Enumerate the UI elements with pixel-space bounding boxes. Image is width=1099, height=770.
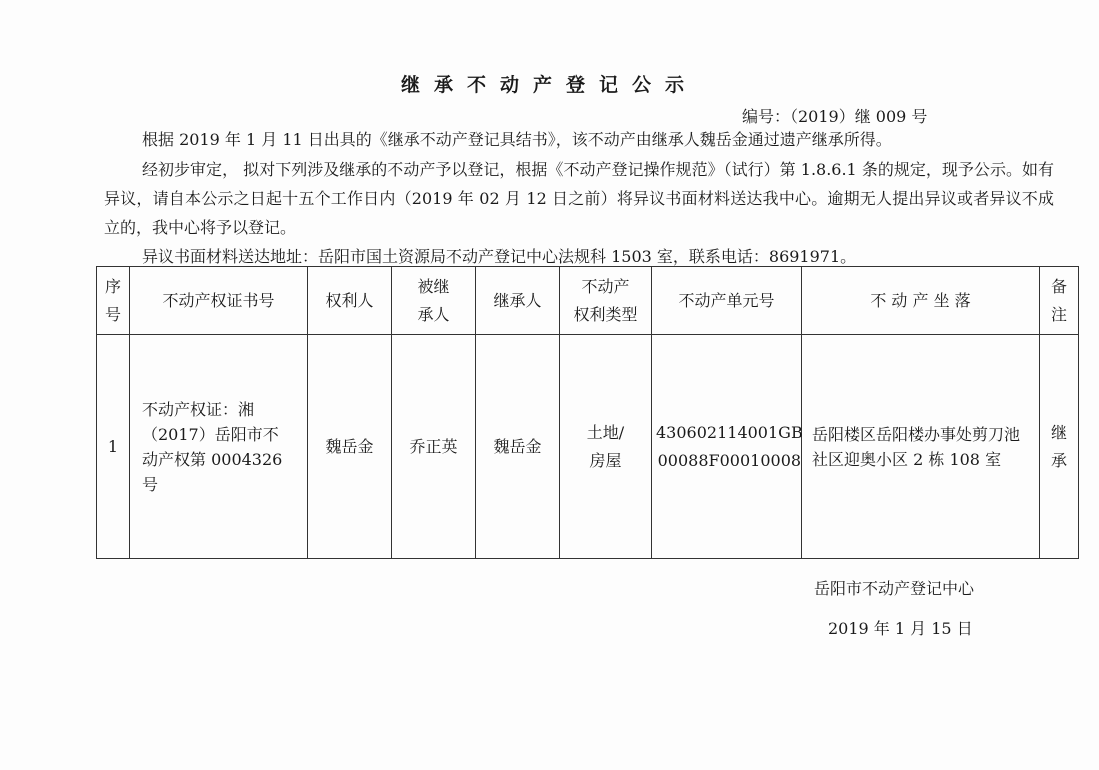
cell-unit-no	[652, 335, 802, 559]
cell-remark	[1040, 335, 1079, 559]
header-unit-no: 不动产单元号	[652, 267, 802, 335]
cell-right-type-line1: 土地/	[586, 422, 625, 442]
header-location: 不 动 产 坐 落	[802, 267, 1040, 335]
header-decedent-line2: 承人	[417, 304, 450, 324]
header-remark-line2: 注	[1050, 304, 1067, 324]
document-title: 继承不动产登记公示	[400, 74, 698, 96]
table-row	[97, 335, 1079, 559]
header-right-holder: 权利人	[308, 267, 392, 335]
header-seq	[97, 267, 130, 335]
cell-decedent: 乔正英	[392, 335, 476, 559]
header-right-type	[560, 267, 652, 335]
header-cert-no: 不动产权证书号	[130, 267, 308, 335]
cell-right-holder: 魏岳金	[308, 335, 392, 559]
header-right-type-line1: 不动产	[581, 276, 630, 296]
cell-location: 岳阳楼区岳阳楼办事处剪刀池社区迎奥小区 2 栋 108 室	[802, 335, 1040, 559]
table-header-row	[97, 267, 1079, 335]
paragraph-basis: 根据 2019 年 1 月 11 日出具的《继承不动产登记具结书》，该不动产由继承人魏岳金通过遗产继承所得。	[142, 130, 892, 149]
header-right-type-line2: 权利类型	[573, 304, 638, 324]
cell-seq: 1	[97, 335, 130, 559]
cell-right-type	[560, 335, 652, 559]
header-decedent	[392, 267, 476, 335]
issue-date: 2019 年 1 月 15 日	[828, 619, 973, 638]
registration-table	[96, 266, 1079, 559]
header-remark-line1: 备	[1050, 276, 1067, 296]
cell-right-type-line2: 房屋	[589, 450, 622, 470]
cell-unit-no-line2: 00088F00010008	[657, 450, 802, 470]
document-number: 编号：（2019）继 009 号	[742, 107, 928, 126]
header-heir: 继承人	[476, 267, 560, 335]
cell-cert-no: 不动产权证：湘（2017）岳阳市不动产权第 0004326 号	[130, 335, 308, 559]
header-remark	[1040, 267, 1079, 335]
cell-remark-line1: 继	[1050, 422, 1067, 442]
cell-unit-no-line1: 430602114001GB	[656, 422, 803, 442]
cell-remark-line2: 承	[1050, 450, 1067, 470]
issuing-organization: 岳阳市不动产登记中心	[814, 579, 975, 598]
header-decedent-line1: 被继	[417, 276, 450, 296]
header-seq-line2: 号	[104, 304, 121, 324]
header-seq-line1: 序	[104, 276, 121, 296]
cell-heir: 魏岳金	[476, 335, 560, 559]
paragraph-objection-address: 异议书面材料送达地址：岳阳市国土资源局不动产登记中心法规科 1503 室，联系电话：8691971。	[142, 247, 857, 266]
paragraph-notice: 经初步审定， 拟对下列涉及继承的不动产予以登记，根据《不动产登记操作规范》（试行）第 1.8.6.1 条的规定，现予公示。如有异议，请自本公示之日起十五个工作日内（2019 年 02 月 12 日之前）将异议书面材料送达我中心。逾期无人提出异议或者异议不成立的，我中心将予以登记。	[104, 160, 1054, 237]
